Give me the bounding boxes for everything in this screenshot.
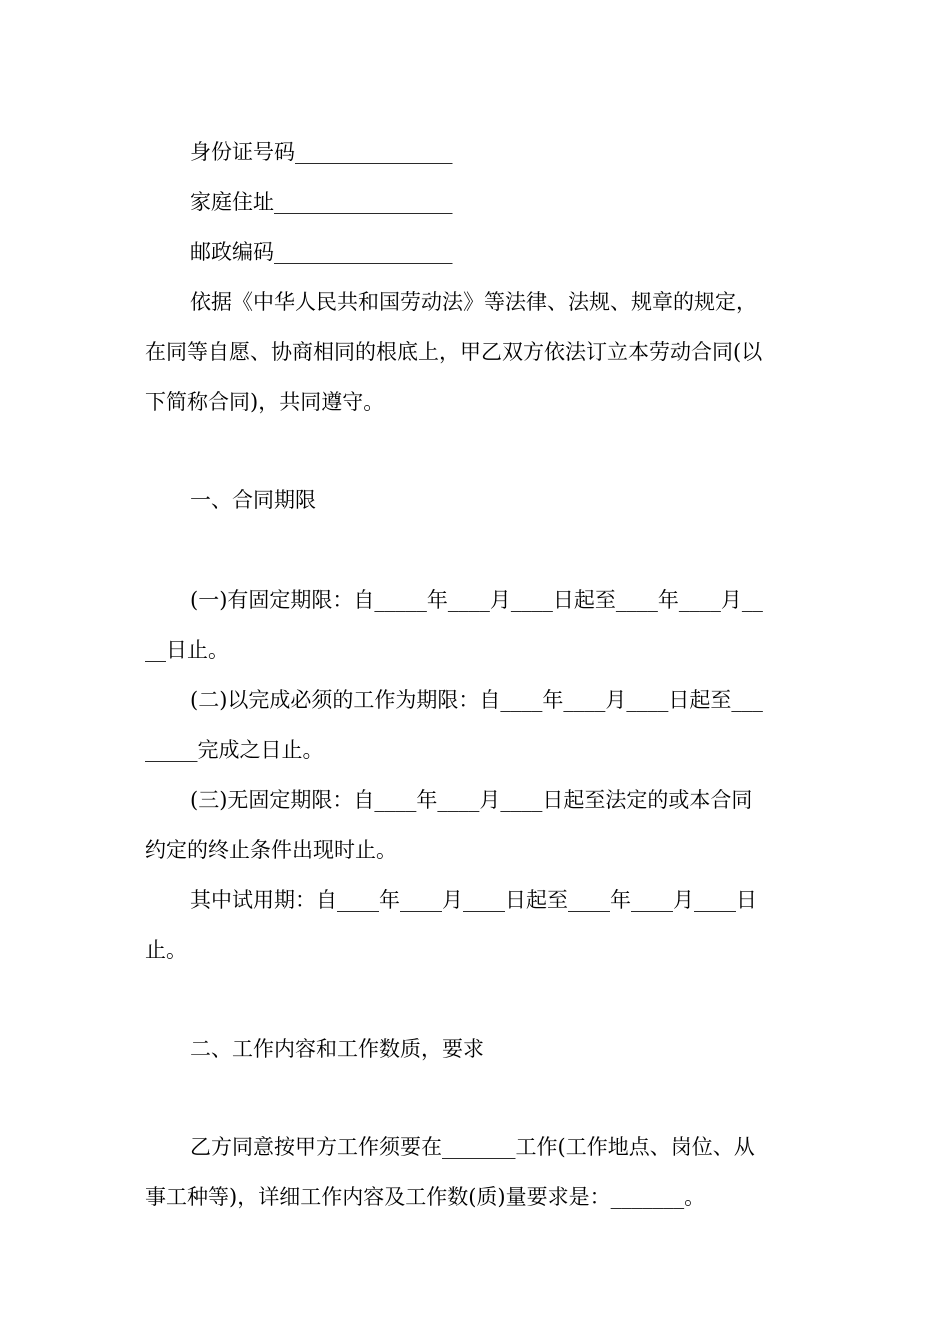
intro-paragraph-line-1: 依据《中华人民共和国劳动法》等法律、法规、规章的规定， — [190, 290, 757, 314]
open-term-line-2: 约定的终止条件出现时止。 — [145, 838, 397, 862]
postal-code-line: 邮政编码_________________ — [190, 240, 453, 264]
work-content-line-2: 事工种等)，详细工作内容及工作数(质)量要求是：_______。 — [145, 1185, 706, 1209]
intro-paragraph-line-2: 在同等自愿、协商相同的根底上，甲乙双方依法订立本劳动合同(以 — [145, 340, 763, 364]
task-term-line-1: (二)以完成必须的工作为期限：自____年____月____日起至___ — [190, 688, 763, 712]
task-term-line-2: _____完成之日止。 — [145, 738, 324, 762]
section-heading-work-content: 二、工作内容和工作数质，要求 — [190, 1037, 484, 1061]
home-address-line: 家庭住址_________________ — [190, 190, 453, 214]
fixed-term-line-1: (一)有固定期限：自_____年____月____日起至____年____月__ — [190, 588, 763, 612]
probation-line-2: 止。 — [145, 938, 187, 962]
intro-paragraph-line-3: 下简称合同)，共同遵守。 — [145, 390, 385, 414]
work-content-line-1: 乙方同意按甲方工作须要在_______工作(工作地点、岗位、从 — [190, 1135, 755, 1159]
fixed-term-line-2: __日止。 — [145, 638, 229, 662]
section-heading-contract-term: 一、合同期限 — [190, 488, 316, 512]
id-number-line: 身份证号码_______________ — [190, 140, 453, 164]
probation-line-1: 其中试用期：自____年____月____日起至____年____月____日 — [190, 888, 757, 912]
open-term-line-1: (三)无固定期限：自____年____月____日起至法定的或本合同 — [190, 788, 753, 812]
